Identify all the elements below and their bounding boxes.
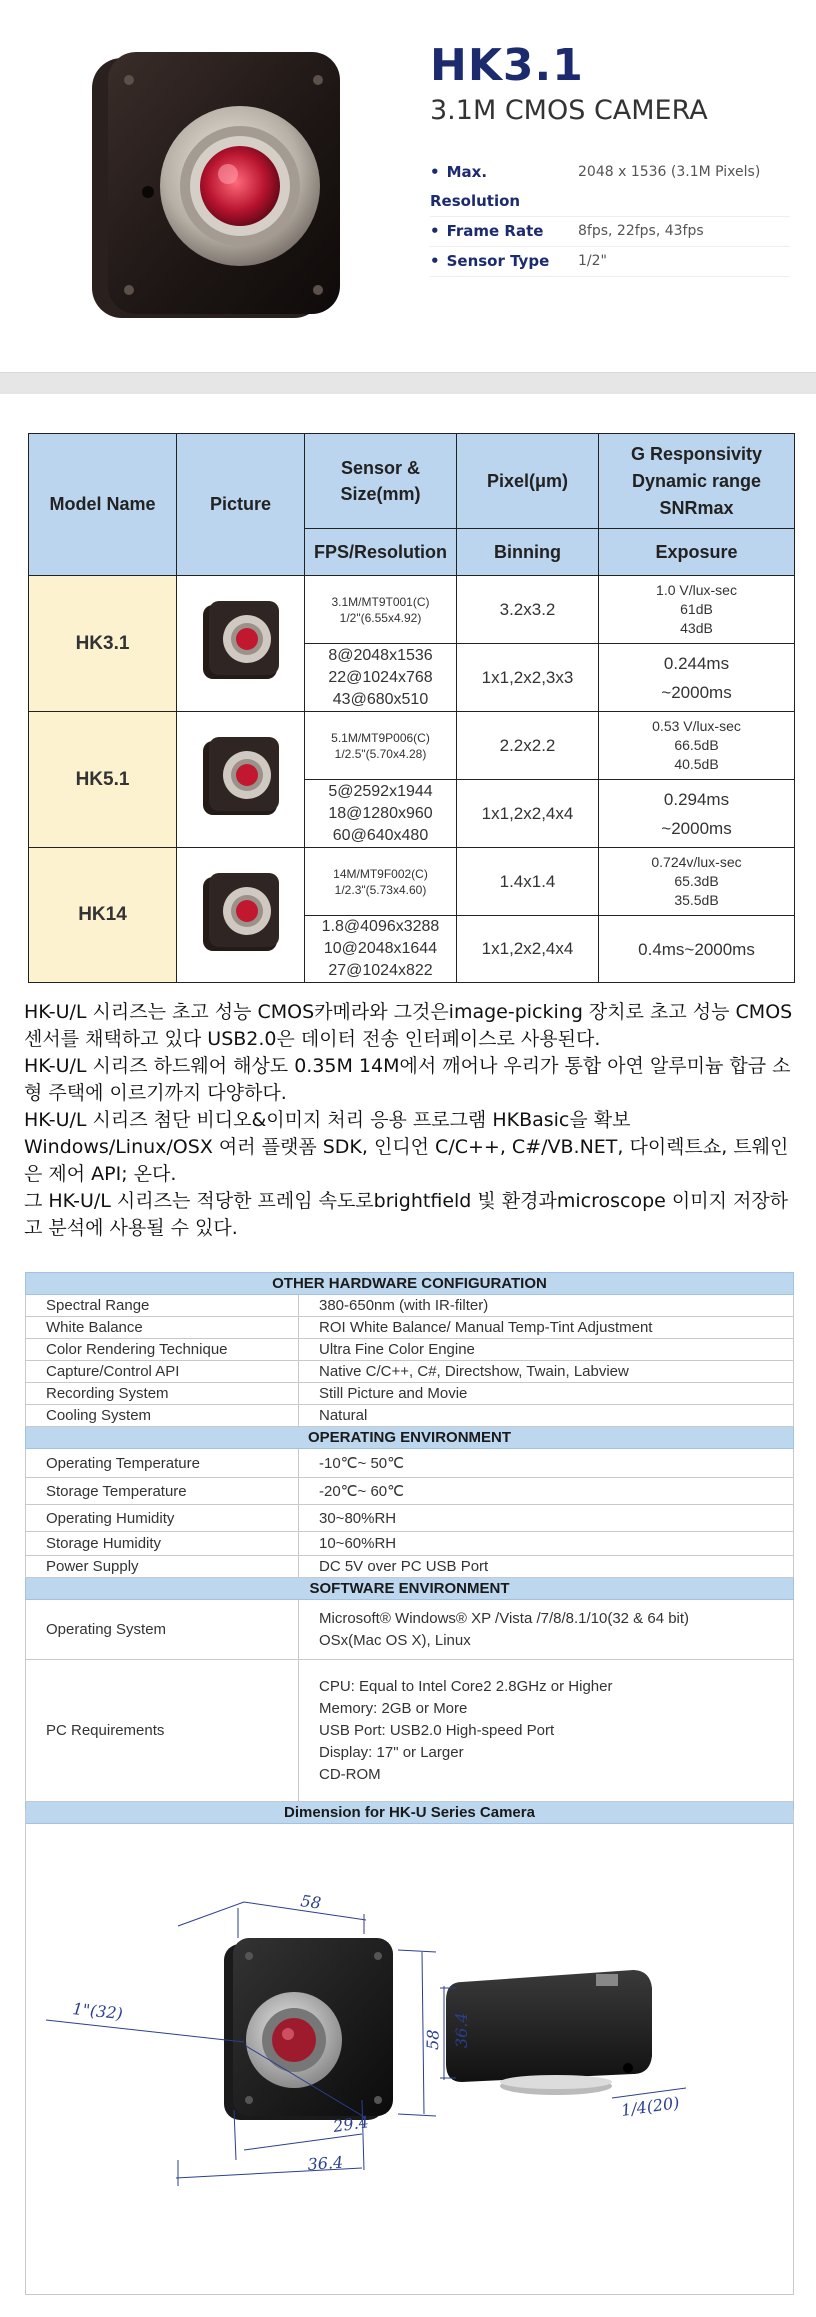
section-divider <box>0 372 816 394</box>
config-value: Still Picture and Movie <box>299 1383 794 1405</box>
dim-line-thread <box>46 2020 244 2042</box>
gresp-line: 43dB <box>680 620 713 636</box>
camera-photo <box>0 0 420 372</box>
spec-value: 8fps, 22fps, 43fps <box>578 223 704 239</box>
dim-tick <box>398 1950 436 1952</box>
header-pixel: Pixel(μm) <box>457 434 599 529</box>
model-picture-cell <box>177 848 305 983</box>
spec-row <box>430 217 790 247</box>
sensor-line: 1/2"(6.55x4.92) <box>339 610 422 625</box>
gresp-cell <box>599 848 795 916</box>
exposure-line: ~2000ms <box>661 682 732 702</box>
config-value-line: Display: 17" or Larger <box>319 1743 464 1761</box>
model-name-cell: HK14 <box>29 848 177 983</box>
config-key: Color Rendering Technique <box>26 1339 299 1361</box>
product-subtitle: 3.1M CMOS CAMERA <box>430 95 708 126</box>
fps-line: 43@680x510 <box>332 690 429 708</box>
config-value: Natural <box>299 1405 794 1427</box>
binning-cell: 1x1,2x2,4x4 <box>457 916 599 983</box>
sensor-cell <box>305 576 457 644</box>
model-picture-cell <box>177 712 305 848</box>
spec-row <box>430 158 790 217</box>
fps-line: 5@2592x1944 <box>328 782 433 800</box>
fps-line: 18@1280x960 <box>328 804 433 822</box>
config-key: Operating Humidity <box>26 1505 299 1532</box>
sensor-cell <box>305 848 457 916</box>
header-fps: FPS/Resolution <box>305 529 457 576</box>
header-g-responsivity <box>599 434 795 529</box>
camera-thumbnail <box>201 871 281 955</box>
dimension-diagram <box>26 1810 793 2294</box>
spec-list <box>430 158 790 277</box>
config-value-line: USB Port: USB2.0 High-speed Port <box>319 1721 555 1739</box>
config-value: Ultra Fine Color Engine <box>299 1339 794 1361</box>
config-value <box>299 1660 794 1802</box>
gresp-line: 61dB <box>680 601 713 617</box>
camera-thumbnail <box>201 735 281 819</box>
sensor-line: 3.1M/MT9T001(C) <box>331 594 430 609</box>
config-value: 30~80%RH <box>299 1505 794 1532</box>
description-paragraph: HK-U/L 시리즈 첨단 비디오&이미지 처리 응용 프로그램 HKBasic을 확보 Windows/Linux/OSX 여러 플랫폼 SDK, 인디언 C/C++, C#/VB.NET, 다이렉트쇼, 트웨인은 제어 API; 온다. <box>24 1109 789 1185</box>
product-model: HK3.1 <box>430 40 584 91</box>
section-title: OTHER HARDWARE CONFIGURATION <box>26 1273 794 1295</box>
gresp-line: 1.0 V/lux-sec <box>656 582 737 598</box>
front-camera-view <box>224 1938 393 2120</box>
fps-line: 8@2048x1536 <box>328 646 433 664</box>
description-paragraph: HK-U/L 시리즈는 초고 성능 CMOS카메라와 그것은image-picking 장치로 초고 성능 CMOS센서를 채택하고 있다 USB2.0은 데이터 전송 인터페이스로 사용된다. <box>24 1001 793 1050</box>
config-value: -10℃~ 50℃ <box>299 1449 794 1478</box>
gresp-cell <box>599 712 795 780</box>
binning-cell: 1x1,2x2,3x3 <box>457 644 599 712</box>
header-binning: Binning <box>457 529 599 576</box>
description-paragraph: HK-U/L 시리즈 하드웨어 해상도 0.35M 14M에서 깨어나 우리가 통합 아연 알루미늄 합금 소형 주택에 이르기까지 다양하다. <box>24 1055 791 1104</box>
config-key: PC Requirements <box>26 1660 299 1802</box>
sensor-line: 14M/MT9F002(C) <box>333 866 428 881</box>
config-value-line: Memory: 2GB or More <box>319 1699 468 1717</box>
config-value: -20℃~ 60℃ <box>299 1478 794 1505</box>
config-key: Capture/Control API <box>26 1361 299 1383</box>
dim-tick <box>398 2114 436 2116</box>
config-value: Native C/C++, C#, Directshow, Twain, Labview <box>299 1361 794 1383</box>
sensor-line: 1/2.5"(5.70x4.28) <box>334 746 427 761</box>
dim-line-inner-base <box>244 2134 362 2150</box>
header-exposure: Exposure <box>599 529 795 576</box>
config-key: Storage Humidity <box>26 1532 299 1556</box>
gresp-line: 0.53 V/lux-sec <box>652 718 741 734</box>
model-comparison-table <box>28 433 795 983</box>
config-value-line: OSx(Mac OS X), Linux <box>319 1631 471 1649</box>
config-value: ROI White Balance/ Manual Temp-Tint Adjustment <box>299 1317 794 1339</box>
pixel-cell: 1.4x1.4 <box>457 848 599 916</box>
header-sensor: Sensor & Size(mm) <box>305 434 457 529</box>
config-key: Recording System <box>26 1383 299 1405</box>
spec-label: • Frame Rate <box>430 217 578 246</box>
config-value-line: CD-ROM <box>319 1765 381 1783</box>
config-value: 380-650nm (with IR-filter) <box>299 1295 794 1317</box>
gresp-line: 0.724v/lux-sec <box>651 854 742 870</box>
config-value-line: Microsoft® Windows® XP /Vista /7/8/8.1/10(32 & 64 bit) <box>319 1609 690 1627</box>
sensor-line: 1/2.3"(5.73x4.60) <box>334 882 427 897</box>
dimension-title: Dimension for HK-U Series Camera <box>26 1802 794 1824</box>
fps-line: 27@1024x822 <box>328 962 433 979</box>
dimension-drawing <box>25 1810 794 2295</box>
gresp-line: 65.3dB <box>674 873 719 889</box>
dim-label-side-depth: 36.4 <box>452 2012 471 2048</box>
model-name-cell: HK3.1 <box>29 576 177 712</box>
camera-thumbnail <box>201 599 281 683</box>
config-value: 10~60%RH <box>299 1532 794 1556</box>
section-title: OPERATING ENVIRONMENT <box>26 1427 794 1449</box>
config-key: Operating System <box>26 1600 299 1660</box>
config-key: Cooling System <box>26 1405 299 1427</box>
config-key: Power Supply <box>26 1556 299 1578</box>
header-picture: Picture <box>177 434 305 576</box>
dim-label-inner: 29.4 <box>331 2112 370 2136</box>
dim-label-tripod: 1/4(20) <box>619 2092 681 2120</box>
header-g-line: Dynamic range <box>631 470 762 491</box>
spec-label: • Sensor Type <box>430 247 578 276</box>
fps-line: 1.8@4096x3288 <box>321 918 440 935</box>
fps-cell <box>305 916 457 983</box>
config-key: White Balance <box>26 1317 299 1339</box>
title-block <box>430 40 790 277</box>
config-value: DC 5V over PC USB Port <box>299 1556 794 1578</box>
exposure-line: 0.294ms <box>663 789 730 809</box>
description-paragraph: 그 HK-U/L 시리즈는 적당한 프레임 속도로brightfield 빛 환경과microscope 이미지 저장하고 분석에 사용될 수 있다. <box>24 1190 789 1239</box>
section-title: SOFTWARE ENVIRONMENT <box>26 1578 794 1600</box>
config-key: Storage Temperature <box>26 1478 299 1505</box>
spec-value: 1/2" <box>578 253 607 269</box>
gresp-cell <box>599 576 795 644</box>
exposure-line: ~2000ms <box>661 818 732 838</box>
pixel-cell: 3.2x3.2 <box>457 576 599 644</box>
spec-row <box>430 247 790 277</box>
dim-label-depth: 36.4 <box>306 2152 344 2174</box>
binning-cell: 1x1,2x2,4x4 <box>457 780 599 848</box>
model-name-cell: HK5.1 <box>29 712 177 848</box>
hardware-config-table <box>25 1272 794 1824</box>
spec-value: 2048 x 1536 (3.1M Pixels) <box>578 164 761 180</box>
header-g-line: G Responsivity <box>630 443 763 464</box>
model-picture-cell <box>177 576 305 712</box>
dim-label-height: 58 <box>423 2029 443 2051</box>
sensor-line: 5.1M/MT9P006(C) <box>331 730 430 745</box>
exposure-line: 0.244ms <box>663 653 730 673</box>
fps-line: 22@1024x768 <box>328 668 433 686</box>
side-camera-view <box>446 1970 652 2095</box>
dim-label-width: 58 <box>299 1891 323 1913</box>
product-description <box>24 999 804 1242</box>
fps-cell <box>305 780 457 848</box>
exposure-cell: 0.4ms~2000ms <box>599 916 795 983</box>
dim-line-top <box>178 1902 244 1926</box>
product-hero <box>0 0 816 393</box>
exposure-cell <box>599 644 795 712</box>
fps-cell <box>305 644 457 712</box>
config-key: Operating Temperature <box>26 1449 299 1478</box>
sensor-cell <box>305 712 457 780</box>
config-value <box>299 1600 794 1660</box>
exposure-cell <box>599 780 795 848</box>
config-key: Spectral Range <box>26 1295 299 1317</box>
pixel-cell: 2.2x2.2 <box>457 712 599 780</box>
gresp-line: 66.5dB <box>674 737 719 753</box>
gresp-line: 35.5dB <box>674 892 719 908</box>
header-g-line: SNRmax <box>659 497 734 518</box>
fps-line: 60@640x480 <box>332 826 429 844</box>
dim-label-thread: 1"(32) <box>71 1999 124 2024</box>
gresp-line: 40.5dB <box>674 756 719 772</box>
fps-line: 10@2048x1644 <box>323 940 438 957</box>
config-value-line: CPU: Equal to Intel Core2 2.8GHz or Higher <box>319 1677 613 1695</box>
spec-label: • Max. Resolution <box>430 158 578 216</box>
header-model-name: Model Name <box>29 434 177 576</box>
